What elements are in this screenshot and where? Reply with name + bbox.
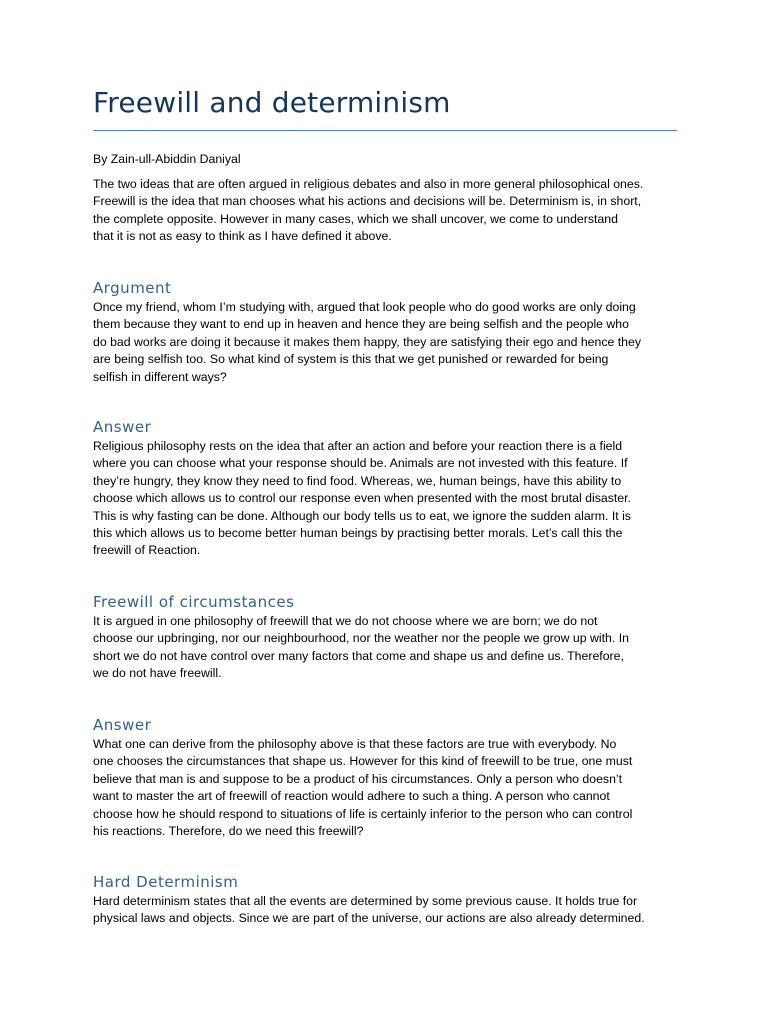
- paragraph-line: do bad works are doing it because it makes them happy, they are satisfying their ego and hence they: [93, 334, 641, 349]
- paragraph-line: that it is not as easy to think as I have defined it above.: [93, 229, 392, 244]
- paragraph-line: where you can choose what your response should be. Animals are not invested with this feature. If: [93, 456, 628, 471]
- paragraph-line: What one can derive from the philosophy above is that these factors are true with everybody. No: [93, 737, 617, 751]
- paragraph-line: his reactions. Therefore, do we need this freewill?: [93, 824, 364, 839]
- paragraph-line: choose our upbringing, nor our neighbourhood, nor the weather nor the people we grow up with. In: [93, 631, 629, 646]
- paragraph-line: believe that man is and suppose to be a product of his circumstances. Only a person who doesn’t: [93, 771, 623, 786]
- intro-paragraph: [93, 176, 683, 246]
- author-byline: By Zain-ull-Abiddin Daniyal: [93, 152, 241, 166]
- section-heading-answer-2: Answer: [93, 716, 152, 734]
- paragraph-line: want to master the art of freewill of reaction would adhere to such a thing. A person who cannot: [93, 789, 610, 804]
- argument-paragraph: [93, 299, 683, 386]
- paragraph-line: one chooses the circumstances that shape us. However for this kind of freewill to be true, one must: [93, 754, 633, 769]
- paragraph-line: they’re hungry, they know they need to find food. Whereas, we, human beings, have this ability to: [93, 473, 622, 488]
- title-divider: [93, 130, 677, 131]
- paragraph-line: Once my friend, whom I’m studying with, argued that look people who do good works are only doing: [93, 300, 636, 314]
- paragraph-line: This is why fasting can be done. Although our body tells us to eat, we ignore the sudden alarm. It is: [93, 508, 631, 523]
- paragraph-line: freewill of Reaction.: [93, 543, 201, 558]
- section-heading-argument: Argument: [93, 279, 172, 297]
- paragraph-line: them because they want to end up in heaven and hence they are being selfish and the people who: [93, 317, 629, 332]
- paragraph-line: physical laws and objects. Since we are part of the universe, our actions are also already determined.: [93, 911, 645, 926]
- section-heading-freewill-of-circumstances: Freewill of circumstances: [93, 593, 295, 611]
- page-title: Freewill and determinism: [93, 86, 451, 119]
- paragraph-line: Religious philosophy rests on the idea that after an action and before your reaction there is a field: [93, 439, 623, 453]
- circumstances-paragraph: [93, 613, 683, 683]
- section-heading-hard-determinism: Hard Determinism: [93, 873, 239, 891]
- paragraph-line: Hard determinism states that all the events are determined by some previous cause. It holds true for: [93, 894, 638, 908]
- paragraph-line: short we do not have control over many factors that come and shape us and define us. Therefore,: [93, 648, 624, 663]
- paragraph-line: choose how he should respond to situations of life is certainly inferior to the person who can control: [93, 806, 633, 821]
- paragraph-line: Freewill is the idea that man chooses what his actions and decisions will be. Determinism is, in short,: [93, 194, 642, 209]
- paragraph-line: are being selfish too. So what kind of system is this that we get punished or rewarded for being: [93, 352, 609, 367]
- answer-2-paragraph: [93, 736, 683, 840]
- hard-determinism-paragraph: [93, 893, 683, 928]
- paragraph-line: choose which allows us to control our response even when presented with the most brutal disaster.: [93, 491, 631, 506]
- paragraph-line: the complete opposite. However in many cases, which we shall uncover, we come to understand: [93, 211, 618, 226]
- paragraph-line: It is argued in one philosophy of freewill that we do not choose where we are born; we do not: [93, 614, 598, 628]
- answer-1-paragraph: [93, 438, 683, 560]
- paragraph-line: we do not have freewill.: [93, 666, 222, 681]
- paragraph-line: The two ideas that are often argued in religious debates and also in more general philosophical ones.: [93, 177, 644, 191]
- section-heading-answer-1: Answer: [93, 418, 152, 436]
- paragraph-line: this which allows us to become better human beings by practising better morals. Let’s call this the: [93, 526, 623, 541]
- paragraph-line: selfish in different ways?: [93, 369, 227, 384]
